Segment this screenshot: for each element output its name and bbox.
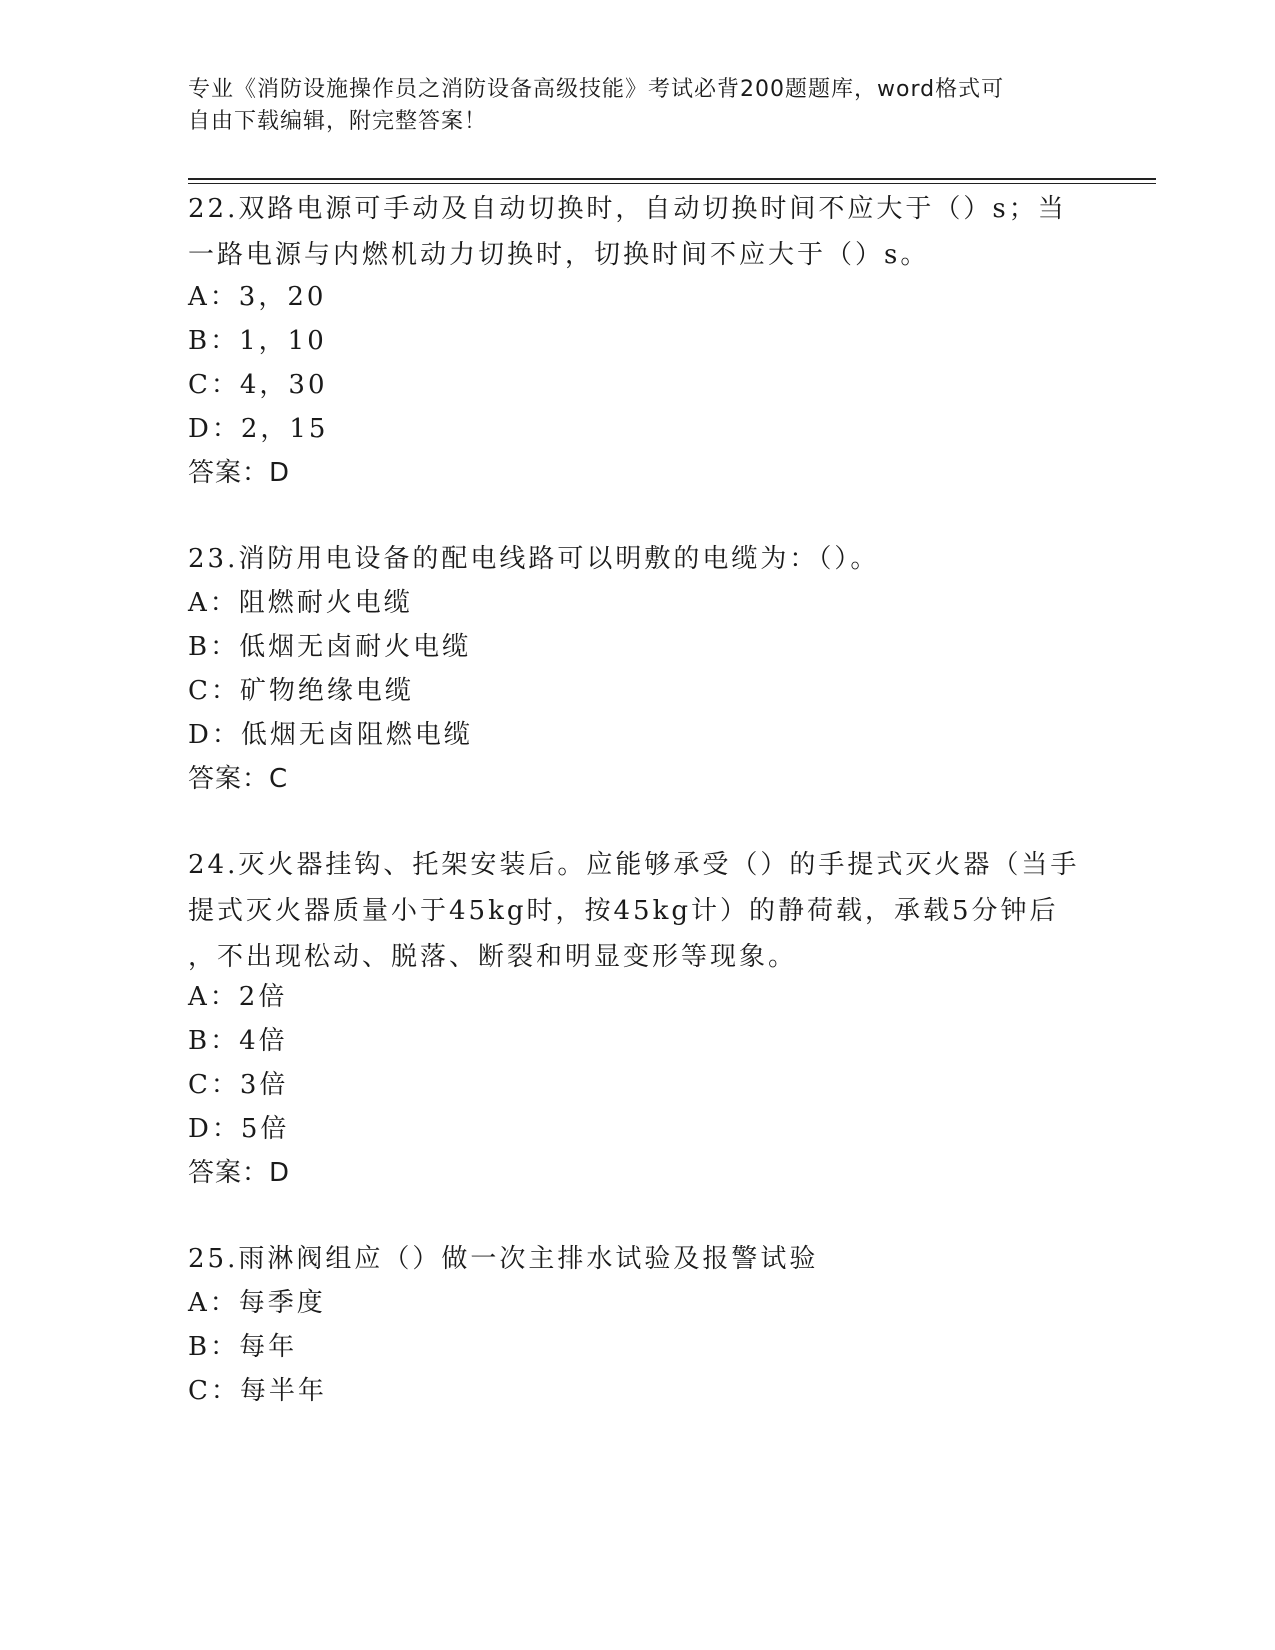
question-stem-line: 25.雨淋阀组应（）做一次主排水试验及报警试验 bbox=[188, 1244, 819, 1274]
question-25-option-a: A：每季度 bbox=[188, 1288, 326, 1318]
header-divider-thin bbox=[188, 183, 1156, 184]
question-stem-line: 提式灭火器质量小于45kg时，按45kg计）的静荷载，承载5分钟后 bbox=[188, 896, 1059, 926]
question-stem-line: 22.双路电源可手动及自动切换时，自动切换时间不应大于（）s；当 bbox=[188, 194, 1067, 224]
question-24-option-c: C：3倍 bbox=[188, 1070, 289, 1100]
question-22-option-a: A：3，20 bbox=[188, 282, 327, 312]
question-24-option-d: D：5倍 bbox=[188, 1114, 290, 1144]
question-22-stem bbox=[188, 186, 1088, 278]
question-24-answer: 答案：D bbox=[188, 1158, 291, 1188]
question-25-option-b: B：每年 bbox=[188, 1332, 298, 1362]
question-24-option-b: B：4倍 bbox=[188, 1026, 288, 1056]
question-25-stem bbox=[188, 1236, 1088, 1282]
question-stem-line: 一路电源与内燃机动力切换时，切换时间不应大于（）s。 bbox=[188, 240, 930, 270]
header-divider bbox=[188, 178, 1156, 180]
question-23-option-c: C：矿物绝缘电缆 bbox=[188, 676, 414, 706]
header-line-2: 自由下载编辑，附完整答案！ bbox=[188, 109, 488, 134]
question-25-option-c: C：每半年 bbox=[188, 1376, 327, 1406]
question-stem-line: ，不出现松动、脱落、断裂和明显变形等现象。 bbox=[188, 942, 798, 972]
question-24-option-a: A：2倍 bbox=[188, 982, 288, 1012]
header-line-1: 专业《消防设施操作员之消防设备高级技能》考试必背200题题库，word格式可 bbox=[188, 77, 1005, 102]
question-22-option-c: C：4，30 bbox=[188, 370, 328, 400]
question-23-stem bbox=[188, 536, 1088, 582]
question-23-option-d: D：低烟无卤阻燃电缆 bbox=[188, 720, 473, 750]
question-stem-line: 24.灭火器挂钩、托架安装后。应能够承受（）的手提式灭火器（当手 bbox=[188, 850, 1080, 880]
question-23-option-a: A：阻燃耐火电缆 bbox=[188, 588, 413, 618]
question-24-stem bbox=[188, 842, 1088, 980]
document-header bbox=[188, 74, 1088, 138]
question-22-answer: 答案：D bbox=[188, 458, 291, 488]
question-22-option-d: D：2，15 bbox=[188, 414, 329, 444]
question-22-option-b: B：1，10 bbox=[188, 326, 327, 356]
question-23-option-b: B：低烟无卤耐火电缆 bbox=[188, 632, 472, 662]
question-23-answer: 答案：C bbox=[188, 764, 289, 794]
question-stem-line: 23.消防用电设备的配电线路可以明敷的电缆为：（）。 bbox=[188, 544, 880, 574]
